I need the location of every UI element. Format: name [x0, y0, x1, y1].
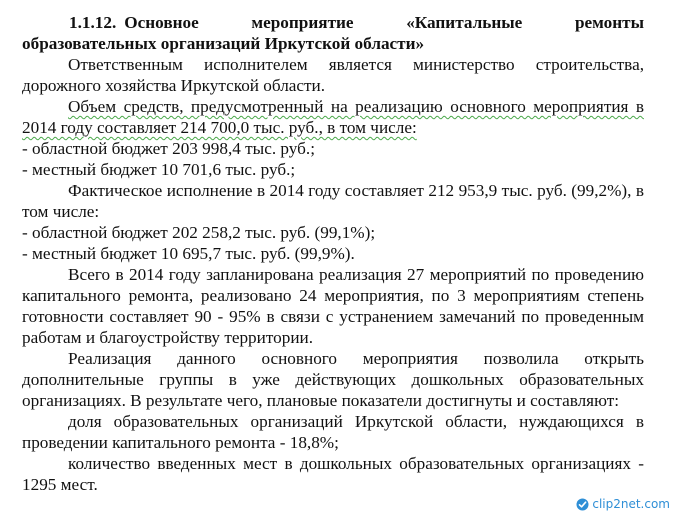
clip2net-watermark — [576, 497, 670, 511]
indicator-share-capital-repair: доля образовательных организаций Иркутской области, нуждающихся в проведении капитального ремонта - 18,8%; — [22, 412, 644, 452]
indicator-places-introduced: количество введенных мест в дошкольных образовательных организациях - 1295 мест. — [22, 454, 644, 494]
clip2net-logo-icon — [576, 498, 589, 511]
paragraph-responsible: Ответственным исполнителем является министерство строительства, дорожного хозяйства Иркутской области. — [22, 55, 644, 95]
heading-title-line-1: Основное мероприятие «Капитальные ремонты — [124, 13, 644, 32]
paragraph-actual-intro: Фактическое исполнение в 2014 году составляет 212 953,9 тыс. руб. (99,2%), в том числе: — [22, 181, 644, 221]
funding-local-budget: - местный бюджет 10 701,6 тыс. руб.; — [22, 160, 296, 179]
actual-local-budget: - местный бюджет 10 695,7 тыс. руб. (99,9%). — [22, 244, 355, 263]
section-number: 1.1.12. — [69, 13, 117, 32]
section-heading — [22, 12, 644, 54]
watermark-text: clip2net.com — [592, 497, 670, 511]
document-page — [22, 12, 644, 495]
funding-regional-budget: - областной бюджет 203 998,4 тыс. руб.; — [22, 139, 315, 158]
heading-line-1 — [22, 12, 644, 33]
paragraph-result: Реализация данного основного мероприятия позволила открыть дополнительные группы в уже действующих дошкольных образовательных организациях. В результате чего, плановые показатели достигнуты и составляют: — [22, 349, 644, 410]
paragraph-funding-intro: Объем средств, предусмотренный на реализацию основного мероприятия в 2014 году составляет 214 700,0 тыс. руб., в том числе: — [22, 97, 644, 137]
actual-regional-budget: - областной бюджет 202 258,2 тыс. руб. (99,1%); — [22, 223, 376, 242]
paragraph-planned-events: Всего в 2014 году запланирована реализация 27 мероприятий по проведению капитального ремонта, реализовано 24 мероприятия, по 3 мероприятиям степень готовности составляет 90 - 95% в связи с устранением замечаний по проведенным работам и благоустройству территории. — [22, 265, 644, 347]
heading-title-line-2: образовательных организаций Иркутской области» — [22, 34, 425, 53]
